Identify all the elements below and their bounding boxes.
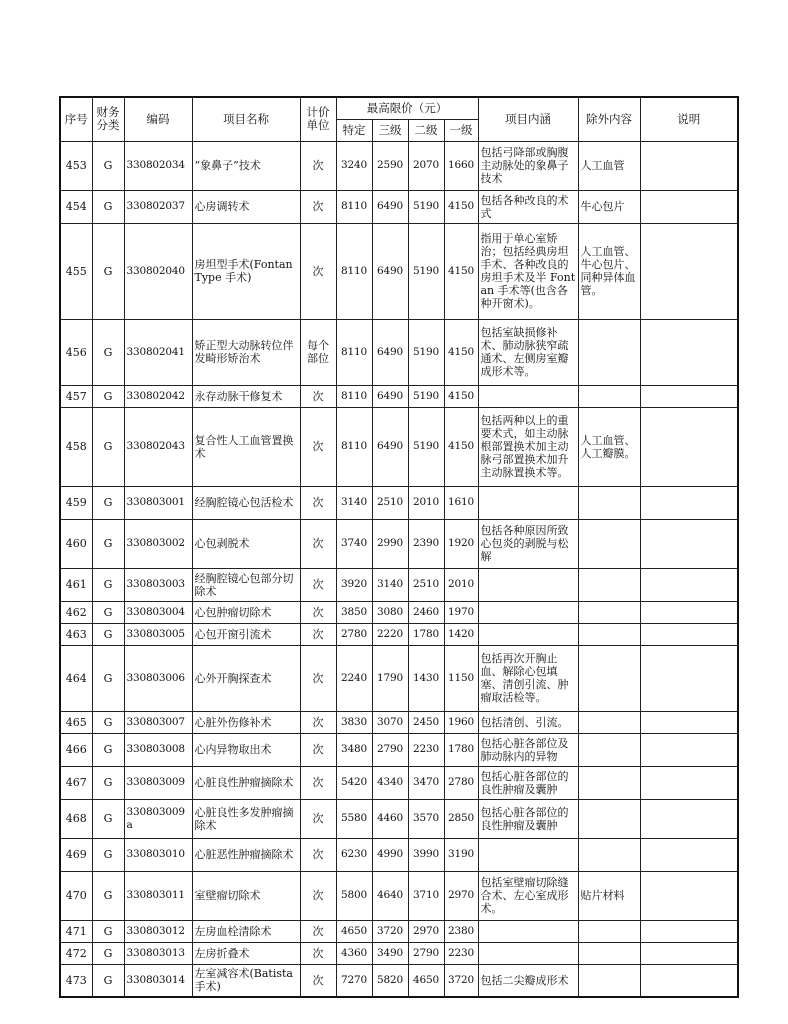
header-level3: 三级: [372, 119, 408, 141]
row-price-level1: 2780: [444, 766, 478, 799]
table-row: [60, 871, 738, 920]
row-price-special: 8110: [336, 223, 372, 319]
row-note: [640, 645, 738, 711]
row-price-special: 8110: [336, 190, 372, 223]
row-seq: 473: [60, 964, 92, 997]
row-code: 330803007: [124, 711, 192, 733]
row-content: [478, 942, 578, 964]
row-unit: 次: [300, 141, 336, 190]
row-exclusion: [578, 766, 640, 799]
row-content: 包括各种原因所致心包炎的剥脱与松解: [478, 519, 578, 568]
row-price-level3: 3140: [372, 568, 408, 601]
row-code: 330803001: [124, 486, 192, 519]
row-seq: 468: [60, 799, 92, 838]
row-price-special: 3850: [336, 601, 372, 623]
header-level2: 二级: [408, 119, 444, 141]
row-price-level2: 2450: [408, 711, 444, 733]
row-exclusion: 人工血管、牛心包片、同种异体血管。: [578, 223, 640, 319]
row-unit: 次: [300, 407, 336, 486]
row-category: G: [92, 190, 124, 223]
row-price-level2: 5190: [408, 190, 444, 223]
row-content: 包括两种以上的重要术式，如主动脉根部置换术加主动脉弓部置换术加升主动脉置换术等。: [478, 407, 578, 486]
row-price-level1: 2970: [444, 871, 478, 920]
row-seq: 459: [60, 486, 92, 519]
row-price-level2: 4650: [408, 964, 444, 997]
row-note: [640, 838, 738, 871]
row-note: [640, 319, 738, 385]
row-seq: 457: [60, 385, 92, 407]
row-note: [640, 733, 738, 766]
row-category: G: [92, 623, 124, 645]
row-name: 复合性人工血管置换术: [192, 407, 300, 486]
row-category: G: [92, 407, 124, 486]
row-price-level3: 3720: [372, 920, 408, 942]
table-row: [60, 568, 738, 601]
row-exclusion: [578, 942, 640, 964]
row-code: 330803006: [124, 645, 192, 711]
row-category: G: [92, 519, 124, 568]
row-note: [640, 486, 738, 519]
row-price-level3: 6490: [372, 223, 408, 319]
table-row: [60, 623, 738, 645]
row-unit: 次: [300, 190, 336, 223]
row-code: 330803011: [124, 871, 192, 920]
row-price-special: 8110: [336, 385, 372, 407]
row-price-level1: 1150: [444, 645, 478, 711]
row-price-level2: 5190: [408, 319, 444, 385]
row-price-level3: 2990: [372, 519, 408, 568]
row-seq: 469: [60, 838, 92, 871]
row-seq: 471: [60, 920, 92, 942]
row-exclusion: 人工血管、人工瓣膜。: [578, 407, 640, 486]
row-unit: 次: [300, 711, 336, 733]
row-price-level2: 2510: [408, 568, 444, 601]
row-exclusion: 贴片材料: [578, 871, 640, 920]
row-code: 330802034: [124, 141, 192, 190]
row-price-special: 3920: [336, 568, 372, 601]
row-category: G: [92, 223, 124, 319]
row-price-level1: 2380: [444, 920, 478, 942]
row-price-level3: 6490: [372, 407, 408, 486]
row-price-level2: 2070: [408, 141, 444, 190]
row-code: 330802041: [124, 319, 192, 385]
row-unit: 次: [300, 601, 336, 623]
row-seq: 467: [60, 766, 92, 799]
row-price-level2: 1780: [408, 623, 444, 645]
row-name: 心脏外伤修补术: [192, 711, 300, 733]
row-category: G: [92, 486, 124, 519]
row-note: [640, 568, 738, 601]
table-row: [60, 223, 738, 319]
row-price-special: 3140: [336, 486, 372, 519]
row-price-special: 2240: [336, 645, 372, 711]
row-price-level2: 3570: [408, 799, 444, 838]
row-content: 包括心脏各部位的良性肿瘤及囊肿: [478, 799, 578, 838]
row-note: [640, 711, 738, 733]
row-price-special: 8110: [336, 407, 372, 486]
row-code: 330803009a: [124, 799, 192, 838]
row-price-level1: 4150: [444, 319, 478, 385]
row-price-level2: 3710: [408, 871, 444, 920]
row-content: 包括心脏各部位的良性肿瘤及囊肿: [478, 766, 578, 799]
row-price-special: 6230: [336, 838, 372, 871]
row-price-level1: 1960: [444, 711, 478, 733]
row-name: 经胸腔镜心包部分切除术: [192, 568, 300, 601]
table-row: [60, 838, 738, 871]
table-row: [60, 601, 738, 623]
row-name: 矫正型大动脉转位伴发畸形矫治术: [192, 319, 300, 385]
row-name: 心脏良性肿瘤摘除术: [192, 766, 300, 799]
row-name: 房坦型手术(Fontan Type 手术): [192, 223, 300, 319]
row-category: G: [92, 942, 124, 964]
row-category: G: [92, 385, 124, 407]
row-price-level1: 2230: [444, 942, 478, 964]
row-price-special: 3480: [336, 733, 372, 766]
row-note: [640, 407, 738, 486]
row-exclusion: [578, 733, 640, 766]
row-exclusion: [578, 623, 640, 645]
row-note: [640, 871, 738, 920]
row-price-special: 8110: [336, 319, 372, 385]
row-name: 经胸腔镜心包活检术: [192, 486, 300, 519]
table-row: [60, 486, 738, 519]
row-category: G: [92, 711, 124, 733]
row-category: G: [92, 733, 124, 766]
row-code: 330803012: [124, 920, 192, 942]
row-note: [640, 920, 738, 942]
row-price-level1: 1610: [444, 486, 478, 519]
row-code: 330803014: [124, 964, 192, 997]
row-exclusion: [578, 711, 640, 733]
row-category: G: [92, 319, 124, 385]
row-name: 左房血栓清除术: [192, 920, 300, 942]
row-exclusion: [578, 519, 640, 568]
table-row: [60, 711, 738, 733]
row-category: G: [92, 766, 124, 799]
row-unit: 次: [300, 223, 336, 319]
row-price-level3: 4990: [372, 838, 408, 871]
row-exclusion: 牛心包片: [578, 190, 640, 223]
row-content: 指用于单心室矫治；包括经典房坦手术、各种改良的房坦手术及半 Fontan 手术等(也含各种开窗术)。: [478, 223, 578, 319]
row-price-level1: 3190: [444, 838, 478, 871]
row-price-special: 3240: [336, 141, 372, 190]
row-price-level3: 4340: [372, 766, 408, 799]
row-content: 包括室壁瘤切除缝合术、左心室成形术。: [478, 871, 578, 920]
header-max-price: 最高限价（元）: [336, 97, 478, 119]
row-code: 330803010: [124, 838, 192, 871]
row-price-special: 3830: [336, 711, 372, 733]
row-unit: 次: [300, 766, 336, 799]
row-exclusion: [578, 568, 640, 601]
row-seq: 470: [60, 871, 92, 920]
row-price-level2: 3470: [408, 766, 444, 799]
row-price-special: 4360: [336, 942, 372, 964]
row-unit: 次: [300, 871, 336, 920]
row-price-special: 4650: [336, 920, 372, 942]
row-price-level1: 4150: [444, 190, 478, 223]
row-seq: 463: [60, 623, 92, 645]
header-seq: 序号: [60, 97, 92, 141]
row-price-level3: 3070: [372, 711, 408, 733]
row-category: G: [92, 799, 124, 838]
row-price-level2: 1430: [408, 645, 444, 711]
row-exclusion: 人工血管: [578, 141, 640, 190]
row-price-level3: 5820: [372, 964, 408, 997]
row-code: 330803003: [124, 568, 192, 601]
row-category: G: [92, 568, 124, 601]
table-row: [60, 645, 738, 711]
row-price-level1: 4150: [444, 385, 478, 407]
row-note: [640, 942, 738, 964]
row-unit: 每个部位: [300, 319, 336, 385]
row-content: 包括二尖瓣成形术: [478, 964, 578, 997]
row-price-level1: 1780: [444, 733, 478, 766]
table-body: [60, 141, 738, 997]
row-category: G: [92, 920, 124, 942]
row-seq: 472: [60, 942, 92, 964]
row-unit: 次: [300, 799, 336, 838]
row-price-level2: 2230: [408, 733, 444, 766]
row-name: “象鼻子”技术: [192, 141, 300, 190]
row-price-level1: 1970: [444, 601, 478, 623]
row-exclusion: [578, 838, 640, 871]
row-content: [478, 601, 578, 623]
row-name: 心内异物取出术: [192, 733, 300, 766]
row-price-level3: 3490: [372, 942, 408, 964]
row-code: 330803004: [124, 601, 192, 623]
row-name: 心脏良性多发肿瘤摘除术: [192, 799, 300, 838]
header-note: 说明: [640, 97, 738, 141]
row-name: 左房折叠术: [192, 942, 300, 964]
row-name: 心包剥脱术: [192, 519, 300, 568]
row-unit: 次: [300, 486, 336, 519]
row-unit: 次: [300, 645, 336, 711]
header-name: 项目名称: [192, 97, 300, 141]
row-content: [478, 486, 578, 519]
header-special: 特定: [336, 119, 372, 141]
row-exclusion: [578, 601, 640, 623]
row-price-level3: 6490: [372, 385, 408, 407]
row-seq: 465: [60, 711, 92, 733]
row-code: 330803013: [124, 942, 192, 964]
row-price-level3: 1790: [372, 645, 408, 711]
row-price-special: 5420: [336, 766, 372, 799]
row-price-special: 5580: [336, 799, 372, 838]
row-price-level3: 3080: [372, 601, 408, 623]
row-price-level2: 5190: [408, 223, 444, 319]
header-category: 财务分类: [92, 97, 124, 141]
row-seq: 460: [60, 519, 92, 568]
row-content: 包括再次开胸止血、解除心包填塞、清创引流、肿瘤取活检等。: [478, 645, 578, 711]
row-name: 心外开胸探查术: [192, 645, 300, 711]
table-row: [60, 407, 738, 486]
row-category: G: [92, 601, 124, 623]
row-price-level2: 3990: [408, 838, 444, 871]
row-note: [640, 385, 738, 407]
table-row: [60, 733, 738, 766]
row-price-level2: 5190: [408, 407, 444, 486]
row-price-level3: 4640: [372, 871, 408, 920]
row-content: 包括弓降部或胸腹主动脉处的象鼻子技术: [478, 141, 578, 190]
row-code: 330802042: [124, 385, 192, 407]
row-content: 包括各种改良的术式: [478, 190, 578, 223]
table-row: [60, 920, 738, 942]
row-price-level1: 4150: [444, 223, 478, 319]
row-code: 330803009: [124, 766, 192, 799]
row-code: 330803002: [124, 519, 192, 568]
row-note: [640, 141, 738, 190]
row-name: 心包开窗引流术: [192, 623, 300, 645]
row-price-level3: 4460: [372, 799, 408, 838]
header-exclusion: 除外内容: [578, 97, 640, 141]
row-code: 330802043: [124, 407, 192, 486]
row-seq: 455: [60, 223, 92, 319]
row-code: 330802040: [124, 223, 192, 319]
row-price-level2: 2010: [408, 486, 444, 519]
row-price-level1: 1420: [444, 623, 478, 645]
row-exclusion: [578, 486, 640, 519]
row-unit: 次: [300, 568, 336, 601]
row-price-level3: 6490: [372, 319, 408, 385]
row-exclusion: [578, 799, 640, 838]
row-category: G: [92, 964, 124, 997]
row-seq: 453: [60, 141, 92, 190]
table-row: [60, 766, 738, 799]
row-unit: 次: [300, 623, 336, 645]
row-exclusion: [578, 920, 640, 942]
table-row: [60, 799, 738, 838]
table-row: [60, 942, 738, 964]
table-row: [60, 141, 738, 190]
row-seq: 464: [60, 645, 92, 711]
row-category: G: [92, 645, 124, 711]
table-row: [60, 519, 738, 568]
table-row: [60, 964, 738, 997]
header-level1: 一级: [444, 119, 478, 141]
row-seq: 461: [60, 568, 92, 601]
row-price-level2: 2390: [408, 519, 444, 568]
row-note: [640, 799, 738, 838]
row-seq: 454: [60, 190, 92, 223]
row-unit: 次: [300, 519, 336, 568]
row-note: [640, 519, 738, 568]
row-price-level3: 2590: [372, 141, 408, 190]
row-content: [478, 920, 578, 942]
row-price-special: 5800: [336, 871, 372, 920]
row-content: [478, 568, 578, 601]
row-price-level2: 5190: [408, 385, 444, 407]
row-content: 包括室缺损修补术、肺动脉狭窄疏通术、左侧房室瓣成形术等。: [478, 319, 578, 385]
price-table: [59, 96, 739, 998]
row-price-level1: 1920: [444, 519, 478, 568]
row-price-special: 2780: [336, 623, 372, 645]
row-unit: 次: [300, 942, 336, 964]
row-price-special: 3740: [336, 519, 372, 568]
row-category: G: [92, 141, 124, 190]
row-note: [640, 766, 738, 799]
row-name: 心房调转术: [192, 190, 300, 223]
row-code: 330803008: [124, 733, 192, 766]
row-price-level2: 2790: [408, 942, 444, 964]
row-content: [478, 623, 578, 645]
row-code: 330803005: [124, 623, 192, 645]
row-note: [640, 601, 738, 623]
row-category: G: [92, 871, 124, 920]
row-price-level3: 2790: [372, 733, 408, 766]
row-category: G: [92, 838, 124, 871]
row-note: [640, 223, 738, 319]
table-row: [60, 319, 738, 385]
row-exclusion: [578, 645, 640, 711]
row-unit: 次: [300, 385, 336, 407]
row-price-level3: 2510: [372, 486, 408, 519]
row-price-level1: 3720: [444, 964, 478, 997]
row-note: [640, 623, 738, 645]
row-price-level2: 2460: [408, 601, 444, 623]
header-code: 编码: [124, 97, 192, 141]
row-unit: 次: [300, 964, 336, 997]
row-seq: 462: [60, 601, 92, 623]
header-content: 项目内涵: [478, 97, 578, 141]
row-name: 心包肿瘤切除术: [192, 601, 300, 623]
row-price-level2: 2970: [408, 920, 444, 942]
row-exclusion: [578, 319, 640, 385]
row-name: 室壁瘤切除术: [192, 871, 300, 920]
row-unit: 次: [300, 838, 336, 871]
row-exclusion: [578, 385, 640, 407]
table-row: [60, 190, 738, 223]
row-price-special: 7270: [336, 964, 372, 997]
table-row: [60, 385, 738, 407]
header-unit: 计价单位: [300, 97, 336, 141]
row-price-level1: 2850: [444, 799, 478, 838]
row-note: [640, 190, 738, 223]
row-name: 左室减容术(Batista 手术): [192, 964, 300, 997]
row-price-level3: 6490: [372, 190, 408, 223]
row-price-level1: 1660: [444, 141, 478, 190]
row-unit: 次: [300, 920, 336, 942]
row-seq: 466: [60, 733, 92, 766]
row-price-level1: 4150: [444, 407, 478, 486]
row-code: 330802037: [124, 190, 192, 223]
row-content: 包括清创、引流。: [478, 711, 578, 733]
row-seq: 458: [60, 407, 92, 486]
row-unit: 次: [300, 733, 336, 766]
row-content: 包括心脏各部位及肺动脉内的异物: [478, 733, 578, 766]
row-name: 心脏恶性肿瘤摘除术: [192, 838, 300, 871]
row-name: 永存动脉干修复术: [192, 385, 300, 407]
row-exclusion: [578, 964, 640, 997]
row-content: [478, 838, 578, 871]
row-seq: 456: [60, 319, 92, 385]
row-price-level3: 2220: [372, 623, 408, 645]
row-note: [640, 964, 738, 997]
row-price-level1: 2010: [444, 568, 478, 601]
row-content: [478, 385, 578, 407]
